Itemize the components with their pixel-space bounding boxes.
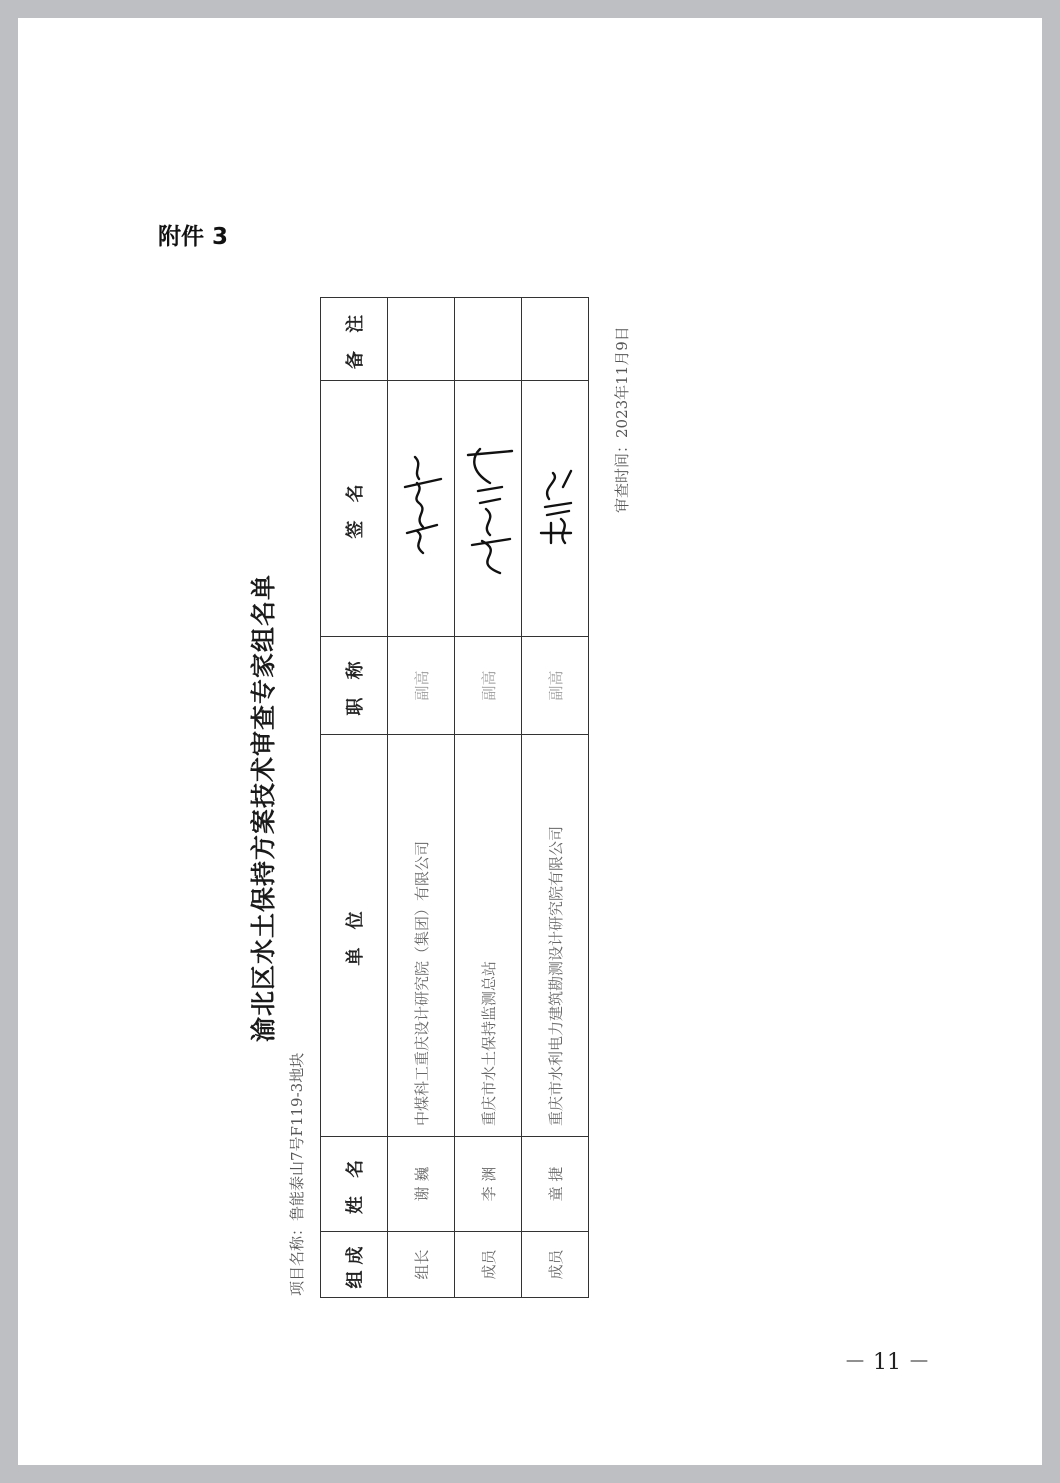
header-name: 姓 名: [321, 1137, 388, 1232]
table-row: [522, 298, 589, 1298]
row-group: 组长: [388, 1232, 455, 1298]
row-signature: [455, 381, 522, 637]
row-name: 谢 巍: [388, 1137, 455, 1232]
row-unit: 重庆市水土保持监测总站: [455, 735, 522, 1137]
review-date: 审查时间：2023年11月9日: [613, 326, 631, 513]
header-group: 组成: [321, 1232, 388, 1298]
row-remark: [388, 298, 455, 381]
handwritten-signature-1: [393, 434, 449, 584]
expert-table: [320, 297, 589, 1298]
rotated-content: [238, 278, 638, 1298]
handwritten-signature-2: [460, 434, 516, 584]
row-group: 成员: [455, 1232, 522, 1298]
attachment-label: 附件 3: [158, 224, 229, 250]
document-title: 渝北区水土保持方案技术审查专家组名单: [249, 574, 278, 1043]
row-name: 李 渊: [455, 1137, 522, 1232]
row-signature: [522, 381, 589, 637]
row-signature: [388, 381, 455, 637]
row-title: 副高: [388, 637, 455, 735]
row-title: 副高: [455, 637, 522, 735]
header-signature: 签 名: [321, 381, 388, 637]
row-unit: 重庆市水利电力建筑勘测设计研究院有限公司: [522, 735, 589, 1137]
row-title: 副高: [522, 637, 589, 735]
header-title: 职 称: [321, 637, 388, 735]
header-unit: 单 位: [321, 735, 388, 1137]
handwritten-signature-3: [527, 434, 583, 584]
table-row: [388, 298, 455, 1298]
document-page: [18, 18, 1042, 1465]
row-name: 童 捷: [522, 1137, 589, 1232]
table-row: [455, 298, 522, 1298]
row-group: 成员: [522, 1232, 589, 1298]
page-number: － 11 －: [844, 1350, 930, 1375]
row-unit: 中煤科工重庆设计研究院（集团）有限公司: [388, 735, 455, 1137]
header-remark: 备 注: [321, 298, 388, 381]
row-remark: [522, 298, 589, 381]
table-header-row: [321, 298, 388, 1298]
row-remark: [455, 298, 522, 381]
project-name: 项目名称：鲁能泰山7号F119-3地块: [288, 1052, 306, 1296]
